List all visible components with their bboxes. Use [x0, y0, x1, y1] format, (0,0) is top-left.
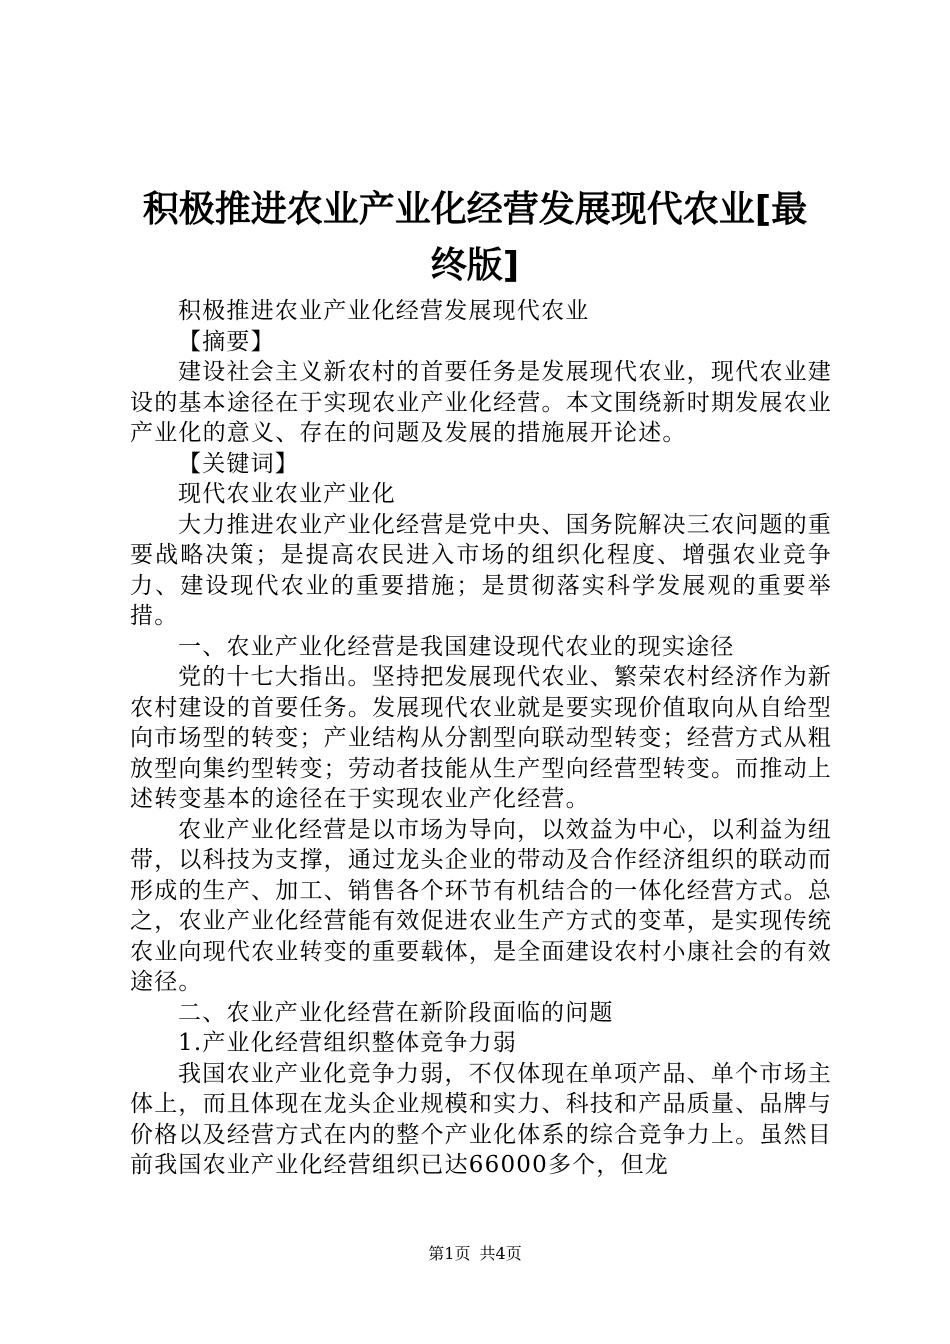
subtitle-paragraph: 积极推进农业产业化经营发展现代农业 — [178, 298, 590, 324]
abstract-paragraph: 建设社会主义新农村的首要任务是发展现代农业，现代农业建设的基本途径在于实现农业产业化经营。本文围绕新时期发展农业产业化的意义、存在的问题及发展的措施展开论述。 — [130, 359, 832, 446]
page-number: 第1页 — [428, 1244, 471, 1263]
page-total: 共4页 — [479, 1244, 522, 1263]
page-footer — [0, 1243, 950, 1265]
subsection-heading: 1.产业化经营组织整体竞争力弱 — [178, 1030, 517, 1056]
keywords-paragraph: 现代农业农业产业化 — [178, 481, 396, 507]
section-two-heading: 二、农业产业化经营在新阶段面临的问题 — [178, 999, 614, 1026]
abstract-heading: 【摘要】 — [178, 328, 275, 355]
body-paragraph: 我国农业产业化竞争力弱，不仅体现在单项产品、单个市场主体上，而且体现在龙头企业规模和实力、科技和产品质量、品牌与价格以及经营方式在内的整个产业化体系的综合竞争力上。虽然目前我国农业产业化经营组织已达66000多个，但龙 — [130, 1060, 832, 1178]
document-body — [130, 296, 832, 1181]
intro-paragraph: 大力推进农业产业化经营是党中央、国务院解决三农问题的重要战略决策；是提高农民进入市场的组织化程度、增强农业竞争力、建设现代农业的重要措施；是贯彻落实科学发展观的重要举措。 — [130, 511, 832, 629]
document-title: 积极推进农业产业化经营发展现代农业[最终版] — [142, 189, 808, 286]
body-paragraph: 农业产业化经营是以市场为导向，以效益为中心，以利益为纽带，以科技为支撑，通过龙头企业的带动及合作经济组织的联动而形成的生产、加工、销售各个环节有机结合的一体化经营方式。总之，农业产业化经营能有效促进农业生产方式的变革，是实现传统农业向现代农业转变的重要载体，是全面建设农村小康社会的有效途径。 — [130, 816, 832, 995]
keywords-heading: 【关键词】 — [178, 450, 299, 477]
section-one-heading: 一、农业产业化经营是我国建设现代农业的现实途径 — [178, 633, 735, 660]
body-paragraph: 党的十七大指出。坚持把发展现代农业、繁荣农村经济作为新农村建设的首要任务。发展现代农业就是要实现价值取向从自给型向市场型的转变；产业结构从分割型向联动型转变；经营方式从粗放型向集约型转变；劳动者技能从生产型向经营型转变。而推动上述转变基本的途径在于实现农业产化经营。 — [130, 664, 832, 812]
